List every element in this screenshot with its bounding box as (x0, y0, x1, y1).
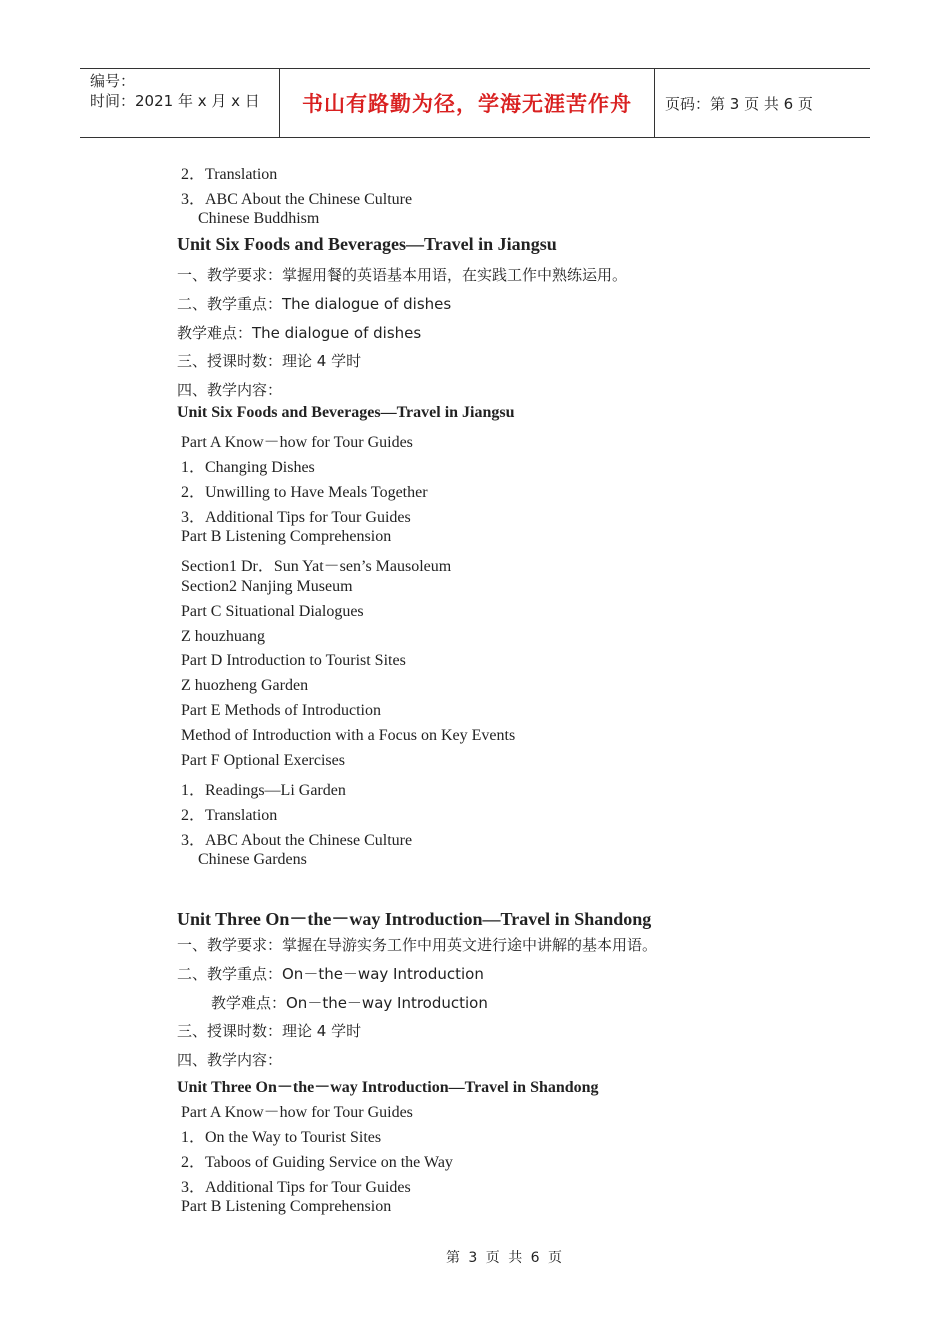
unit-heading: Unit Three On－the－way Introduction—Travel in Shandong (177, 909, 652, 929)
page-footer: 第 3 页 共 6 页 (445, 1250, 565, 1266)
teaching-difficulty: 教学难点：The dialogue of dishes (177, 324, 422, 342)
list-item: Chinese Gardens (198, 851, 307, 868)
list-item: Part F Optional Exercises (181, 752, 345, 769)
unit-subheading: Unit Six Foods and Beverages—Travel in Jiangsu (177, 404, 515, 421)
list-item: 3．ABC About the Chinese Culture (181, 191, 413, 208)
teaching-focus: 二、教学重点：The dialogue of dishes (177, 295, 452, 313)
list-item: 1．On the Way to Tourist Sites (181, 1129, 382, 1146)
page-header (80, 68, 870, 138)
list-item: Z houzhuang (181, 628, 265, 645)
class-hours: 三、授课时数：理论 4 学时 (177, 352, 362, 370)
list-item: Part B Listening Comprehension (181, 528, 392, 545)
teaching-requirement: 一、教学要求：掌握用餐的英语基本用语，在实践工作中熟练运用。 (177, 266, 628, 284)
unit-subheading: Unit Three On－the－way Introduction—Travel in Shandong (177, 1079, 599, 1096)
list-item: 2．Unwilling to Have Meals Together (181, 484, 428, 501)
unit-heading: Unit Six Foods and Beverages—Travel in Jiangsu (177, 234, 557, 254)
list-item: Section1 Dr．Sun Yat－sen’s Mausoleum (181, 558, 452, 575)
list-item: Section2 Nanjing Museum (181, 578, 353, 595)
list-item: 1．Readings—Li Garden (181, 782, 346, 799)
list-item: Part B Listening Comprehension (181, 1198, 392, 1215)
header-meta (80, 69, 280, 137)
list-item: 3．Additional Tips for Tour Guides (181, 509, 411, 526)
list-item: Part A Know－how for Tour Guides (181, 1104, 413, 1121)
number-label: 编号： (90, 72, 136, 90)
list-item: 1．Changing Dishes (181, 459, 315, 476)
teaching-difficulty: 教学难点：On－the－way Introduction (211, 994, 488, 1012)
teaching-requirement: 一、教学要求：掌握在导游实务工作中用英文进行途中讲解的基本用语。 (177, 936, 658, 954)
class-hours: 三、授课时数：理论 4 学时 (177, 1022, 362, 1040)
list-item: 3．ABC About the Chinese Culture (181, 832, 413, 849)
header-page-number: 页码：第 3 页 共 6 页 (665, 94, 813, 113)
teaching-focus: 二、教学重点：On－the－way Introduction (177, 965, 484, 983)
list-item: Part C Situational Dialogues (181, 603, 364, 620)
teaching-content-label: 四、教学内容： (177, 1051, 283, 1069)
list-item: Chinese Buddhism (198, 210, 320, 227)
list-item: 2．Taboos of Guiding Service on the Way (181, 1154, 453, 1171)
teaching-content-label: 四、教学内容： (177, 381, 283, 399)
list-item: 2．Translation (181, 166, 278, 183)
list-item: 2．Translation (181, 807, 278, 824)
list-item: Z huozheng Garden (181, 677, 309, 694)
header-motto: 书山有路勤为径，学海无涯苦作舟 (280, 69, 655, 137)
list-item: Part D Introduction to Tourist Sites (181, 652, 406, 669)
date-label: 时间：2021 年 x 月 x 日 (90, 92, 260, 110)
list-item: Part A Know－how for Tour Guides (181, 434, 413, 451)
list-item: 3．Additional Tips for Tour Guides (181, 1179, 411, 1196)
list-item: Part E Methods of Introduction (181, 702, 381, 719)
list-item: Method of Introduction with a Focus on Key Events (181, 727, 516, 744)
